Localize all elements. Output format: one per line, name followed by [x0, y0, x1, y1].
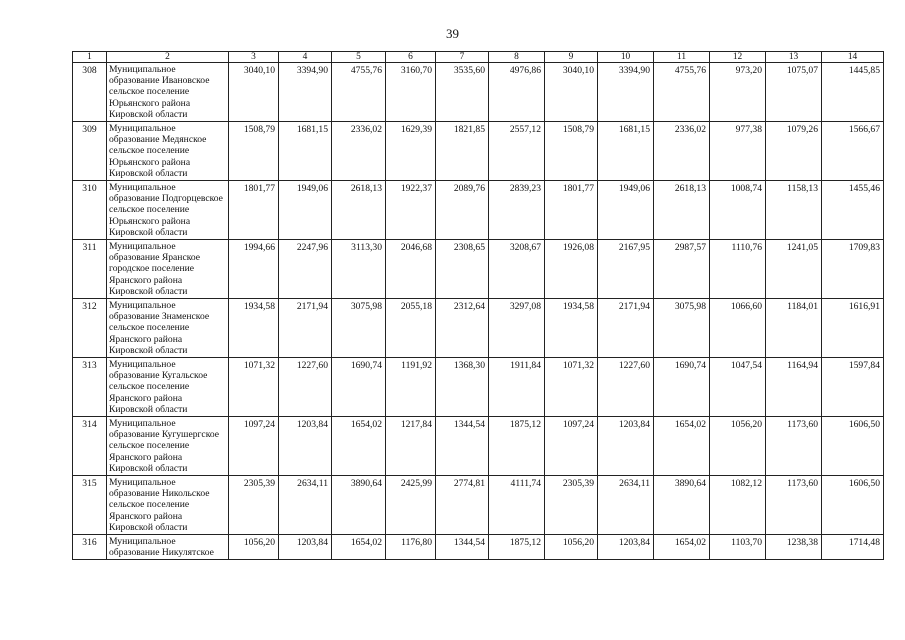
municipality-name: Муниципальное образование Кугальское сельское поселение Яранского района Кировской области [107, 358, 229, 417]
value-cell-col10: 1203,84 [598, 417, 654, 476]
value-cell-col9: 2305,39 [545, 476, 598, 535]
value-cell-col11: 2618,13 [654, 181, 710, 240]
value-cell-col7: 2312,64 [436, 299, 489, 358]
value-cell-col7: 2774,81 [436, 476, 489, 535]
value-cell-col4: 1227,60 [279, 358, 332, 417]
value-cell-col7: 1368,30 [436, 358, 489, 417]
value-cell-col13: 1241,05 [766, 240, 822, 299]
value-cell-col7: 3535,60 [436, 63, 489, 122]
value-cell-col12: 977,38 [710, 122, 766, 181]
value-cell-col13: 1079,26 [766, 122, 822, 181]
value-cell-col10: 2171,94 [598, 299, 654, 358]
column-header-12: 12 [710, 52, 766, 63]
value-cell-col7: 2089,76 [436, 181, 489, 240]
column-header-8: 8 [489, 52, 545, 63]
value-cell-col7: 1821,85 [436, 122, 489, 181]
value-cell-col11: 2987,57 [654, 240, 710, 299]
value-cell-col4: 1203,84 [279, 535, 332, 560]
column-header-11: 11 [654, 52, 710, 63]
value-cell-col3: 1994,66 [229, 240, 279, 299]
value-cell-col12: 973,20 [710, 63, 766, 122]
value-cell-col14: 1616,91 [822, 299, 884, 358]
table-row [73, 417, 884, 476]
value-cell-col6: 1217,84 [386, 417, 436, 476]
value-cell-col10: 1681,15 [598, 122, 654, 181]
column-header-10: 10 [598, 52, 654, 63]
value-cell-col13: 1238,38 [766, 535, 822, 560]
value-cell-col5: 3890,64 [332, 476, 386, 535]
data-table [72, 51, 884, 560]
value-cell-col13: 1075,07 [766, 63, 822, 122]
table-row [73, 122, 884, 181]
value-cell-col5: 4755,76 [332, 63, 386, 122]
value-cell-col10: 3394,90 [598, 63, 654, 122]
municipality-name: Муниципальное образование Кугушергское сельское поселение Яранского района Кировской области [107, 417, 229, 476]
column-header-2: 2 [107, 52, 229, 63]
value-cell-col9: 1097,24 [545, 417, 598, 476]
value-cell-col8: 4111,74 [489, 476, 545, 535]
column-header-1: 1 [73, 52, 107, 63]
value-cell-col9: 1934,58 [545, 299, 598, 358]
value-cell-col13: 1173,60 [766, 417, 822, 476]
row-number: 308 [73, 63, 107, 122]
value-cell-col6: 1176,80 [386, 535, 436, 560]
row-number: 316 [73, 535, 107, 560]
value-cell-col12: 1103,70 [710, 535, 766, 560]
value-cell-col11: 2336,02 [654, 122, 710, 181]
value-cell-col5: 1654,02 [332, 535, 386, 560]
value-cell-col3: 1801,77 [229, 181, 279, 240]
value-cell-col13: 1164,94 [766, 358, 822, 417]
value-cell-col5: 2618,13 [332, 181, 386, 240]
value-cell-col14: 1606,50 [822, 417, 884, 476]
table-row [73, 240, 884, 299]
value-cell-col11: 1654,02 [654, 535, 710, 560]
value-cell-col4: 2634,11 [279, 476, 332, 535]
value-cell-col12: 1110,76 [710, 240, 766, 299]
value-cell-col13: 1184,01 [766, 299, 822, 358]
value-cell-col8: 3297,08 [489, 299, 545, 358]
value-cell-col10: 1203,84 [598, 535, 654, 560]
table-row [73, 63, 884, 122]
value-cell-col7: 1344,54 [436, 535, 489, 560]
municipality-name: Муниципальное образование Яранское городское поселение Яранского района Кировской области [107, 240, 229, 299]
table-body [73, 63, 884, 560]
column-header-4: 4 [279, 52, 332, 63]
value-cell-col11: 1654,02 [654, 417, 710, 476]
municipality-name: Муниципальное образование Никольское сельское поселение Яранского района Кировской области [107, 476, 229, 535]
value-cell-col4: 2247,96 [279, 240, 332, 299]
value-cell-col8: 1911,84 [489, 358, 545, 417]
value-cell-col14: 1566,67 [822, 122, 884, 181]
table-row [73, 299, 884, 358]
value-cell-col10: 1949,06 [598, 181, 654, 240]
value-cell-col10: 2634,11 [598, 476, 654, 535]
page-number: 39 [446, 26, 459, 41]
value-cell-col3: 1934,58 [229, 299, 279, 358]
row-number: 312 [73, 299, 107, 358]
value-cell-col14: 1606,50 [822, 476, 884, 535]
value-cell-col8: 1875,12 [489, 535, 545, 560]
value-cell-col5: 1654,02 [332, 417, 386, 476]
row-number: 314 [73, 417, 107, 476]
value-cell-col3: 3040,10 [229, 63, 279, 122]
column-header-14: 14 [822, 52, 884, 63]
value-cell-col11: 4755,76 [654, 63, 710, 122]
value-cell-col5: 1690,74 [332, 358, 386, 417]
column-header-9: 9 [545, 52, 598, 63]
value-cell-col6: 1922,37 [386, 181, 436, 240]
header-row [73, 52, 884, 63]
row-number: 313 [73, 358, 107, 417]
value-cell-col14: 1714,48 [822, 535, 884, 560]
column-header-7: 7 [436, 52, 489, 63]
value-cell-col4: 1203,84 [279, 417, 332, 476]
value-cell-col6: 1629,39 [386, 122, 436, 181]
value-cell-col12: 1008,74 [710, 181, 766, 240]
value-cell-col9: 1801,77 [545, 181, 598, 240]
value-cell-col14: 1597,84 [822, 358, 884, 417]
column-header-6: 6 [386, 52, 436, 63]
column-header-13: 13 [766, 52, 822, 63]
value-cell-col9: 3040,10 [545, 63, 598, 122]
value-cell-col5: 3113,30 [332, 240, 386, 299]
value-cell-col11: 3075,98 [654, 299, 710, 358]
value-cell-col13: 1173,60 [766, 476, 822, 535]
value-cell-col9: 1071,32 [545, 358, 598, 417]
row-number: 310 [73, 181, 107, 240]
value-cell-col12: 1082,12 [710, 476, 766, 535]
value-cell-col7: 1344,54 [436, 417, 489, 476]
value-cell-col3: 2305,39 [229, 476, 279, 535]
municipality-name: Муниципальное образование Никулятское [107, 535, 229, 560]
value-cell-col3: 1508,79 [229, 122, 279, 181]
municipality-name: Муниципальное образование Подгорцевское сельское поселение Юрьянского района Кировской области [107, 181, 229, 240]
value-cell-col12: 1066,60 [710, 299, 766, 358]
value-cell-col6: 2425,99 [386, 476, 436, 535]
value-cell-col3: 1056,20 [229, 535, 279, 560]
municipality-name: Муниципальное образование Знаменское сельское поселение Яранского района Кировской области [107, 299, 229, 358]
table-row [73, 535, 884, 560]
value-cell-col8: 3208,67 [489, 240, 545, 299]
value-cell-col8: 2839,23 [489, 181, 545, 240]
value-cell-col12: 1047,54 [710, 358, 766, 417]
row-number: 309 [73, 122, 107, 181]
value-cell-col6: 1191,92 [386, 358, 436, 417]
value-cell-col9: 1056,20 [545, 535, 598, 560]
value-cell-col6: 2046,68 [386, 240, 436, 299]
value-cell-col12: 1056,20 [710, 417, 766, 476]
value-cell-col8: 2557,12 [489, 122, 545, 181]
table-row [73, 476, 884, 535]
value-cell-col3: 1071,32 [229, 358, 279, 417]
value-cell-col9: 1508,79 [545, 122, 598, 181]
municipality-name: Муниципальное образование Ивановское сельское поселение Юрьянского района Кировской области [107, 63, 229, 122]
value-cell-col9: 1926,08 [545, 240, 598, 299]
value-cell-col8: 1875,12 [489, 417, 545, 476]
table-row [73, 358, 884, 417]
value-cell-col4: 1681,15 [279, 122, 332, 181]
value-cell-col4: 2171,94 [279, 299, 332, 358]
value-cell-col14: 1709,83 [822, 240, 884, 299]
value-cell-col10: 1227,60 [598, 358, 654, 417]
value-cell-col6: 3160,70 [386, 63, 436, 122]
value-cell-col4: 1949,06 [279, 181, 332, 240]
value-cell-col11: 1690,74 [654, 358, 710, 417]
value-cell-col4: 3394,90 [279, 63, 332, 122]
value-cell-col10: 2167,95 [598, 240, 654, 299]
row-number: 315 [73, 476, 107, 535]
row-number: 311 [73, 240, 107, 299]
value-cell-col14: 1445,85 [822, 63, 884, 122]
value-cell-col13: 1158,13 [766, 181, 822, 240]
column-header-3: 3 [229, 52, 279, 63]
value-cell-col7: 2308,65 [436, 240, 489, 299]
column-header-5: 5 [332, 52, 386, 63]
value-cell-col6: 2055,18 [386, 299, 436, 358]
value-cell-col11: 3890,64 [654, 476, 710, 535]
municipality-name: Муниципальное образование Медянское сельское поселение Юрьянского района Кировской области [107, 122, 229, 181]
value-cell-col14: 1455,46 [822, 181, 884, 240]
value-cell-col5: 3075,98 [332, 299, 386, 358]
value-cell-col3: 1097,24 [229, 417, 279, 476]
value-cell-col8: 4976,86 [489, 63, 545, 122]
value-cell-col5: 2336,02 [332, 122, 386, 181]
table-row [73, 181, 884, 240]
